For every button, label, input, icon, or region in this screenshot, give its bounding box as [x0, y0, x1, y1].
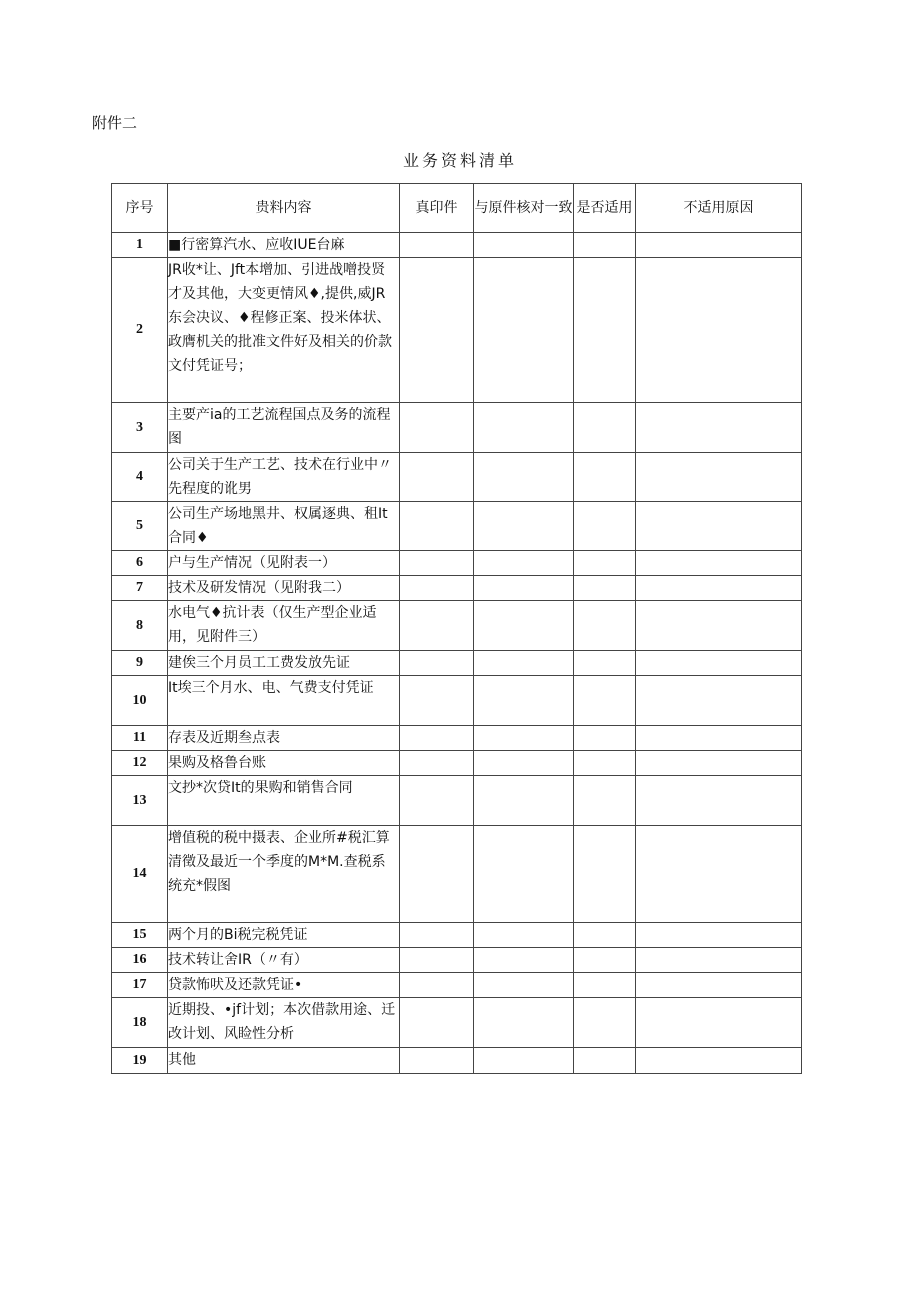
- match-cell[interactable]: [474, 453, 574, 502]
- row-content: 果购及格鲁台账: [168, 751, 400, 776]
- row-content: JR收*让、Jft本增加、引进战噌投贤才及其他，大变更情风♦,提供,威JR东会决议、♦程修正案、投米体状、政膺机关的批准文件好及相关的价款文付凭证号；: [168, 258, 400, 403]
- match-cell[interactable]: [474, 576, 574, 601]
- row-content: 贷款怖吠及还款凭证•: [168, 973, 400, 998]
- copy-cell[interactable]: [400, 502, 474, 551]
- match-cell[interactable]: [474, 601, 574, 651]
- copy-cell[interactable]: [400, 776, 474, 826]
- header-content: 贵料内容: [168, 184, 400, 233]
- table-row: [112, 998, 802, 1048]
- table-row: [112, 826, 802, 923]
- table-row: [112, 502, 802, 551]
- row-content: 近期投、•jf计划；本次借款用途、迁改计划、风睑性分析: [168, 998, 400, 1048]
- match-cell[interactable]: [474, 826, 574, 923]
- row-number: 4: [112, 453, 168, 502]
- reason-cell[interactable]: [636, 826, 802, 923]
- attachment-label: 附件二: [92, 114, 138, 132]
- row-number: 3: [112, 403, 168, 453]
- copy-cell[interactable]: [400, 1048, 474, 1074]
- header-reason: 不适用原因: [636, 184, 802, 233]
- match-cell[interactable]: [474, 751, 574, 776]
- reason-cell[interactable]: [636, 998, 802, 1048]
- applicable-cell[interactable]: [574, 651, 636, 676]
- row-content: 存表及近期叁点表: [168, 726, 400, 751]
- applicable-cell[interactable]: [574, 776, 636, 826]
- reason-cell[interactable]: [636, 233, 802, 258]
- row-content: 户与生产情况（见附表一）: [168, 551, 400, 576]
- reason-cell[interactable]: [636, 923, 802, 948]
- row-number: 2: [112, 258, 168, 403]
- document-title: 业务资料清单: [402, 151, 517, 170]
- row-number: 19: [112, 1048, 168, 1074]
- row-number: 9: [112, 651, 168, 676]
- row-content: 其他: [168, 1048, 400, 1074]
- applicable-cell[interactable]: [574, 923, 636, 948]
- copy-cell[interactable]: [400, 576, 474, 601]
- match-cell[interactable]: [474, 258, 574, 403]
- header-copy: 真印件: [400, 184, 474, 233]
- row-content: 文抄*次贷It的果购和销售合同: [168, 776, 400, 826]
- applicable-cell[interactable]: [574, 826, 636, 923]
- table-row: [112, 551, 802, 576]
- reason-cell[interactable]: [636, 1048, 802, 1074]
- row-number: 18: [112, 998, 168, 1048]
- table-row: [112, 1048, 802, 1074]
- copy-cell[interactable]: [400, 676, 474, 726]
- table-row: [112, 923, 802, 948]
- row-content: 增值税的税中摄表、企业所#税汇算清徵及最近一个季度的M*M.查税系统充*假图: [168, 826, 400, 923]
- row-number: 13: [112, 776, 168, 826]
- match-cell[interactable]: [474, 923, 574, 948]
- applicable-cell[interactable]: [574, 751, 636, 776]
- row-number: 6: [112, 551, 168, 576]
- applicable-cell[interactable]: [574, 576, 636, 601]
- reason-cell[interactable]: [636, 726, 802, 751]
- reason-cell[interactable]: [636, 973, 802, 998]
- row-content: 水电气♦抗计表（仅生产型企业适用，见附件三）: [168, 601, 400, 651]
- row-content: 建俟三个月员工工费发放先证: [168, 651, 400, 676]
- applicable-cell[interactable]: [574, 973, 636, 998]
- copy-cell[interactable]: [400, 826, 474, 923]
- table-row: [112, 576, 802, 601]
- row-number: 10: [112, 676, 168, 726]
- copy-cell[interactable]: [400, 973, 474, 998]
- applicable-cell[interactable]: [574, 233, 636, 258]
- table-row: [112, 233, 802, 258]
- materials-checklist-table: [111, 183, 802, 1074]
- table-row: [112, 676, 802, 726]
- match-cell[interactable]: [474, 233, 574, 258]
- reason-cell[interactable]: [636, 948, 802, 973]
- row-number: 14: [112, 826, 168, 923]
- copy-cell[interactable]: [400, 453, 474, 502]
- match-cell[interactable]: [474, 948, 574, 973]
- applicable-cell[interactable]: [574, 726, 636, 751]
- table-header-row: [112, 184, 802, 233]
- table-row: [112, 776, 802, 826]
- match-cell[interactable]: [474, 551, 574, 576]
- reason-cell[interactable]: [636, 576, 802, 601]
- reason-cell[interactable]: [636, 751, 802, 776]
- reason-cell[interactable]: [636, 651, 802, 676]
- row-number: 7: [112, 576, 168, 601]
- match-cell[interactable]: [474, 973, 574, 998]
- copy-cell[interactable]: [400, 403, 474, 453]
- row-number: 1: [112, 233, 168, 258]
- row-number: 15: [112, 923, 168, 948]
- header-no: 序号: [112, 184, 168, 233]
- row-number: 11: [112, 726, 168, 751]
- row-content: 主要产ia的工艺流程国点及务的流程图: [168, 403, 400, 453]
- table-row: [112, 453, 802, 502]
- reason-cell[interactable]: [636, 551, 802, 576]
- table-row: [112, 948, 802, 973]
- row-content: 公司生产场地黑井、权属逐典、租It合同♦: [168, 502, 400, 551]
- table-row: [112, 601, 802, 651]
- reason-cell[interactable]: [636, 676, 802, 726]
- row-content: 技术及研发情况（见附我二）: [168, 576, 400, 601]
- reason-cell[interactable]: [636, 453, 802, 502]
- copy-cell[interactable]: [400, 751, 474, 776]
- reason-cell[interactable]: [636, 258, 802, 403]
- applicable-cell[interactable]: [574, 676, 636, 726]
- table-row: [112, 651, 802, 676]
- applicable-cell[interactable]: [574, 948, 636, 973]
- row-content: 公司关于生产工艺、技术在行业中〃先程度的讹男: [168, 453, 400, 502]
- header-applicable: 是否适用: [574, 184, 636, 233]
- applicable-cell[interactable]: [574, 453, 636, 502]
- copy-cell[interactable]: [400, 948, 474, 973]
- row-content: 两个月的Bi税完税凭证: [168, 923, 400, 948]
- match-cell[interactable]: [474, 998, 574, 1048]
- match-cell[interactable]: [474, 502, 574, 551]
- reason-cell[interactable]: [636, 601, 802, 651]
- table-row: [112, 726, 802, 751]
- copy-cell[interactable]: [400, 998, 474, 1048]
- copy-cell[interactable]: [400, 551, 474, 576]
- match-cell[interactable]: [474, 676, 574, 726]
- match-cell[interactable]: [474, 776, 574, 826]
- applicable-cell[interactable]: [574, 258, 636, 403]
- applicable-cell[interactable]: [574, 502, 636, 551]
- applicable-cell[interactable]: [574, 403, 636, 453]
- applicable-cell[interactable]: [574, 998, 636, 1048]
- row-number: 12: [112, 751, 168, 776]
- reason-cell[interactable]: [636, 776, 802, 826]
- reason-cell[interactable]: [636, 403, 802, 453]
- row-content: ■行密算汽水、应收IUE台麻: [168, 233, 400, 258]
- row-number: 17: [112, 973, 168, 998]
- reason-cell[interactable]: [636, 502, 802, 551]
- copy-cell[interactable]: [400, 601, 474, 651]
- applicable-cell[interactable]: [574, 551, 636, 576]
- table-row: [112, 258, 802, 403]
- header-match: 与原件核对一致: [474, 184, 574, 233]
- copy-cell[interactable]: [400, 923, 474, 948]
- copy-cell[interactable]: [400, 233, 474, 258]
- row-number: 8: [112, 601, 168, 651]
- applicable-cell[interactable]: [574, 601, 636, 651]
- match-cell[interactable]: [474, 726, 574, 751]
- table-row: [112, 973, 802, 998]
- row-content: It埃三个月水、电、气费支付凭证: [168, 676, 400, 726]
- applicable-cell[interactable]: [574, 1048, 636, 1074]
- table-row: [112, 403, 802, 453]
- match-cell[interactable]: [474, 1048, 574, 1074]
- row-number: 5: [112, 502, 168, 551]
- copy-cell[interactable]: [400, 726, 474, 751]
- copy-cell[interactable]: [400, 651, 474, 676]
- table-row: [112, 751, 802, 776]
- match-cell[interactable]: [474, 651, 574, 676]
- match-cell[interactable]: [474, 403, 574, 453]
- row-number: 16: [112, 948, 168, 973]
- row-content: 技术转让舍IR（〃有）: [168, 948, 400, 973]
- copy-cell[interactable]: [400, 258, 474, 403]
